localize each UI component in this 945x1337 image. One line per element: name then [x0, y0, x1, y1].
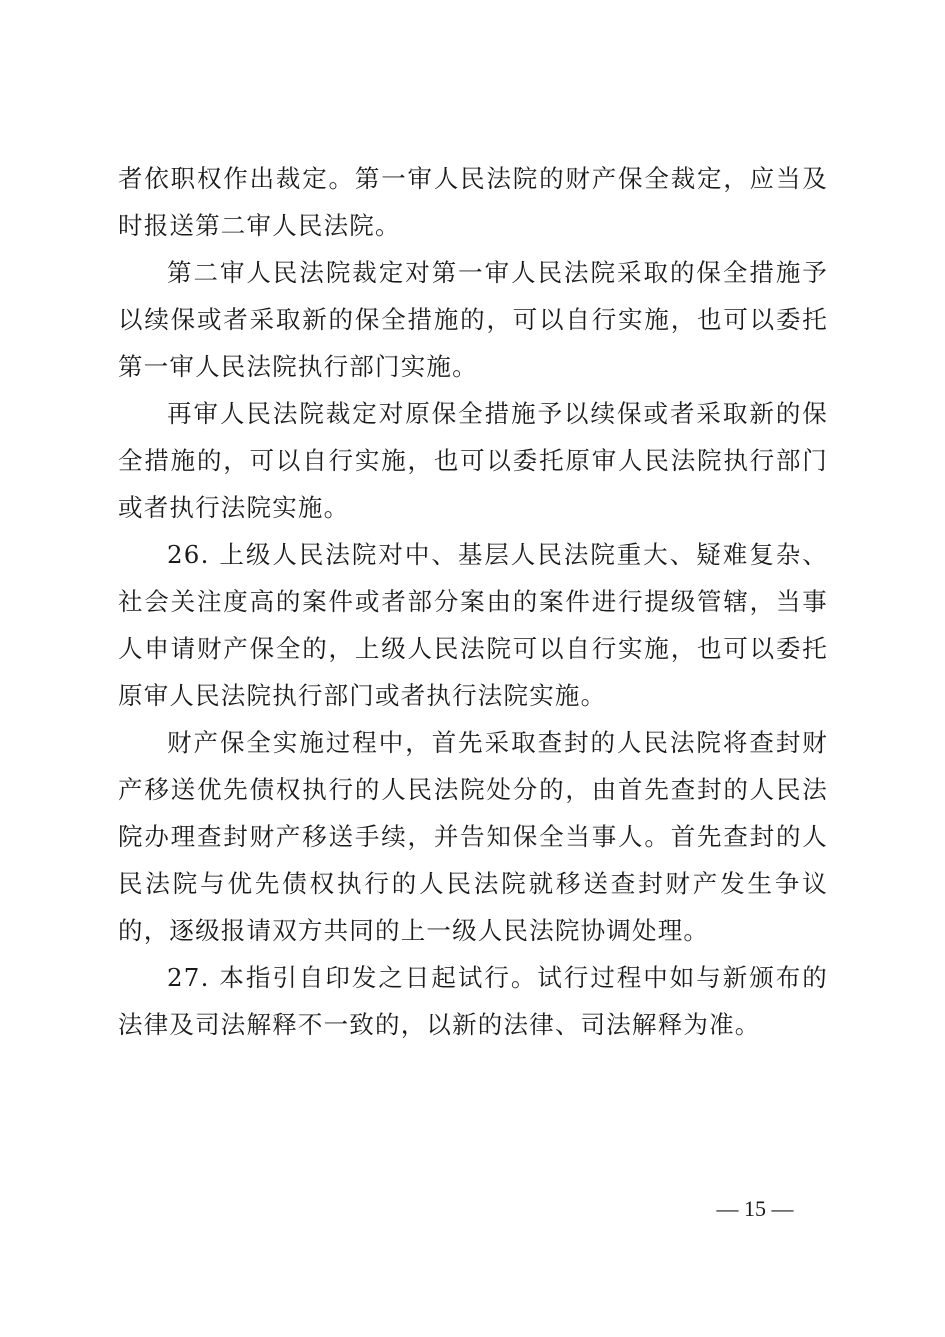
paragraph-retrial-preservation: 再审人民法院裁定对原保全措施予以续保或者采取新的保全措施的，可以自行实施，也可以委托原审人民法院执行部门或者执行法院实施。	[118, 399, 828, 522]
paragraph-property-transfer: 财产保全实施过程中，首先采取查封的人民法院将查封财产移送优先债权执行的人民法院处分的，由首先查封的人民法院办理查封财产移送手续，并告知保全当事人。首先查封的人民法院与优先债权执行的人民法院就移送查封财产发生争议的，逐级报请双方共同的上一级人民法院协调处理。	[118, 728, 828, 945]
paragraph-continuation: 者依职权作出裁定。第一审人民法院的财产保全裁定，应当及时报送第二审人民法院。	[118, 164, 828, 240]
document-body	[118, 155, 828, 1048]
paragraph-second-instance-preservation: 第二审人民法院裁定对第一审人民法院采取的保全措施予以续保或者采取新的保全措施的，可以自行实施，也可以委托第一审人民法院执行部门实施。	[118, 258, 828, 381]
paragraph-article-26: 26. 上级人民法院对中、基层人民法院重大、疑难复杂、社会关注度高的案件或者部分案由的案件进行提级管辖，当事人申请财产保全的，上级人民法院可以自行实施，也可以委托原审人民法院执行部门或者执行法院实施。	[118, 540, 828, 710]
paragraph-article-27: 27. 本指引自印发之日起试行。试行过程中如与新颁布的法律及司法解释不一致的，以新的法律、司法解释为准。	[118, 963, 828, 1039]
page-number: — 15 —	[716, 1196, 794, 1221]
